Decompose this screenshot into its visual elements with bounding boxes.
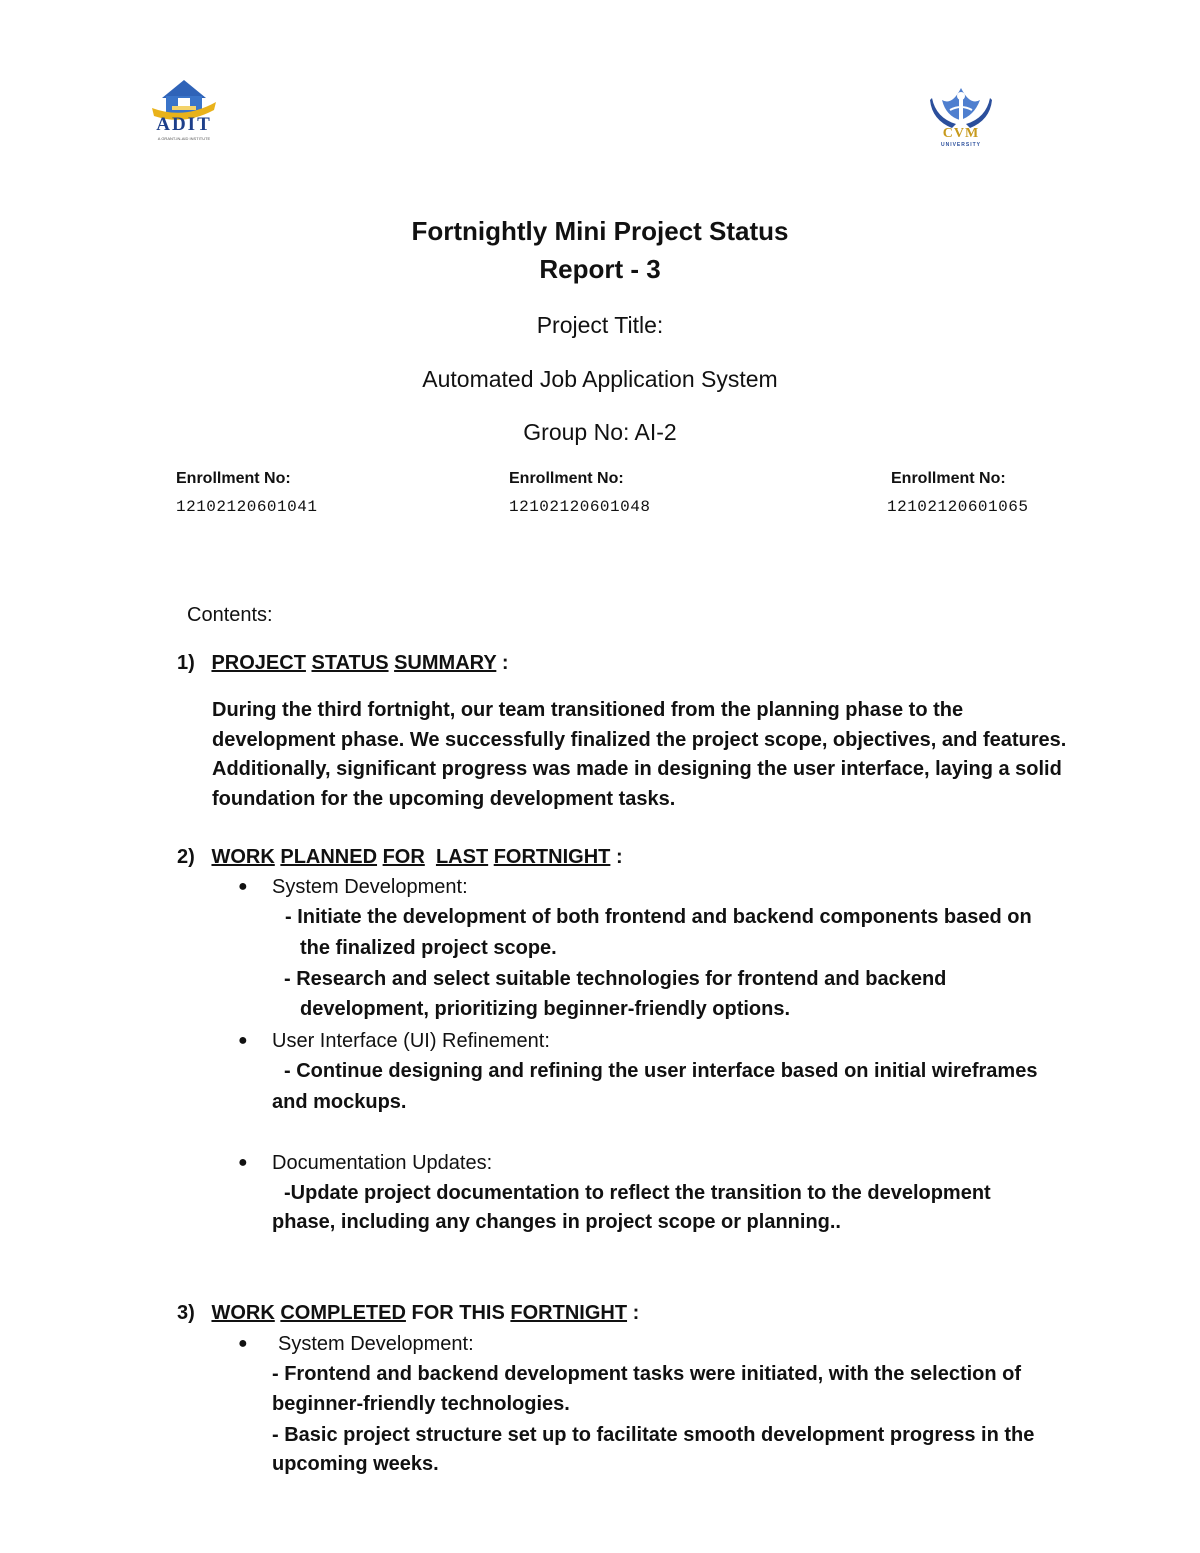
plan-line: - Continue designing and refining the user interface based on initial wireframes [284,1060,1038,1082]
bullet-icon: ● [238,1335,248,1352]
cvm-emblem-icon [928,84,994,130]
section-3-heading [177,1302,639,1325]
contents-label: Contents: [187,604,273,626]
report-title-line1: Fortnightly Mini Project Status [411,216,789,246]
report-title-line2: Report - 3 [539,254,661,284]
completed-line: beginner-friendly technologies. [272,1393,570,1415]
section-number: 3) [177,1302,195,1324]
plan-line: phase, including any changes in project scope or planning.. [272,1211,841,1233]
plan-line: - Initiate the development of both frontend and backend components based on [285,906,1032,928]
completed-line: upcoming weeks. [272,1453,439,1475]
enrollment-number-2: 12102120601048 [509,498,651,516]
adit-logo [148,78,220,146]
adit-logo-tagline: A GRANT-IN-AID INSTITUTE [157,136,211,141]
cvm-logo-text: CVM [942,126,980,141]
paragraph-line: foundation for the upcoming development tasks. [212,787,676,810]
heading-word: PLANNED [280,846,378,868]
completed-line: - Frontend and backend development tasks were initiated, with the selection of [272,1363,1022,1385]
plan-line: and mockups. [272,1091,407,1113]
heading-word: FOR THIS [411,1302,505,1324]
section-1-heading [177,652,509,675]
enrollment-label-2: Enrollment No: [509,470,624,487]
paragraph-line: During the third fortnight, our team transitioned from the planning phase to the [212,699,964,721]
heading-word: LAST [435,846,489,868]
heading-word: FORTNIGHT [510,1302,628,1324]
group-number: Group No: AI-2 [523,419,677,445]
bullet-icon: ● [238,878,248,895]
bullet-item-ui-refinement: User Interface (UI) Refinement: [272,1030,550,1052]
heading-word: WORK [211,1302,275,1324]
plan-line: the finalized project scope. [300,937,557,959]
plan-line: development, prioritizing beginner-friendly options. [300,998,791,1020]
bullet-item-system-development-completed: System Development: [278,1333,474,1355]
bullet-item-documentation: Documentation Updates: [272,1152,493,1174]
enrollment-label-3: Enrollment No: [891,470,1006,487]
heading-word: COMPLETED [280,1302,406,1324]
heading-suffix: : [615,846,623,868]
project-title-label: Project Title: [536,312,664,338]
bullet-item-system-development: System Development: [272,876,468,898]
section-number: 1) [177,652,195,674]
adit-logo-text: ADIT [156,114,212,135]
enrollment-number-1: 12102120601041 [176,498,318,516]
bullet-icon: ● [238,1032,248,1049]
heading-word: PROJECT [211,652,306,674]
cvm-logo-tagline: UNIVERSITY [940,142,981,148]
heading-word: FORTNIGHT [493,846,611,868]
heading-word: STATUS [311,652,389,674]
heading-word: FOR [382,846,425,868]
project-title: Automated Job Application System [422,366,778,392]
cvm-logo [928,84,994,150]
completed-line: - Basic project structure set up to facilitate smooth development progress in the [272,1424,1035,1446]
heading-word: WORK [211,846,275,868]
section-number: 2) [177,846,195,868]
section-2-heading [177,846,623,869]
bullet-icon: ● [238,1154,248,1171]
enrollment-label-1: Enrollment No: [176,470,291,487]
paragraph-line: Additionally, significant progress was made in designing the user interface, laying a solid [212,758,1062,780]
heading-suffix: : [632,1302,640,1324]
plan-line: - Research and select suitable technologies for frontend and backend [284,968,947,990]
summary-paragraph [212,696,1066,814]
heading-suffix: : [501,652,509,674]
enrollment-number-3: 12102120601065 [887,498,1029,516]
heading-word: SUMMARY [394,652,497,674]
plan-line: -Update project documentation to reflect the transition to the development [284,1182,991,1204]
paragraph-line: development phase. We successfully finalized the project scope, objectives, and features. [212,728,1067,751]
